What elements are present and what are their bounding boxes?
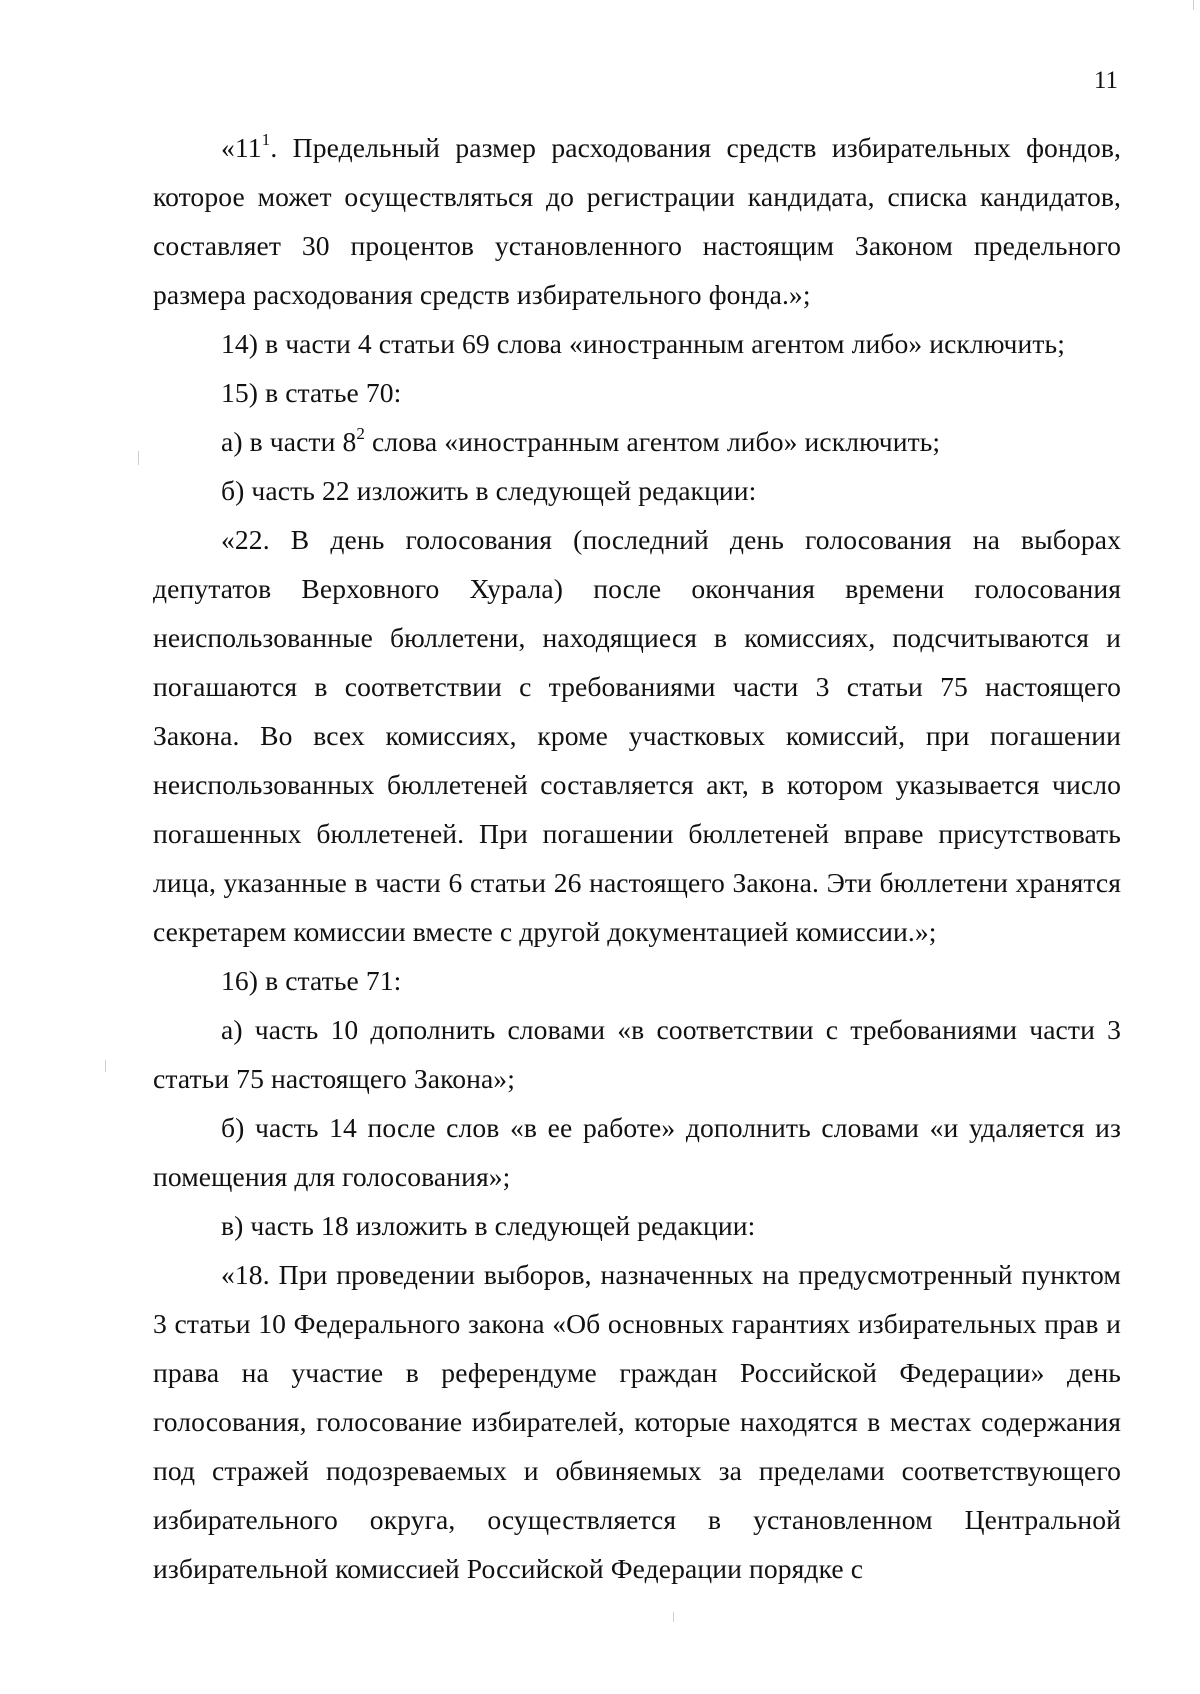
paragraph-text: «11 bbox=[221, 132, 262, 163]
paragraph-item-15-b bbox=[153, 466, 1121, 515]
paragraph-11-1 bbox=[153, 123, 1121, 319]
paragraph-item-16-v bbox=[153, 1201, 1121, 1250]
paragraph-item-16-b bbox=[153, 1103, 1121, 1201]
paragraph-item-15 bbox=[153, 368, 1121, 417]
superscript: 2 bbox=[356, 424, 366, 444]
paragraph-item-16 bbox=[153, 956, 1121, 1005]
paragraph-text: б) часть 22 изложить в следующей редакции: bbox=[221, 475, 757, 506]
scan-artifact bbox=[1193, 0, 1194, 10]
paragraph-text-continued: . Предельный размер расходования средств избирательных фондов, которое может осуществляться до регистрации кандидата, списка кандидатов, составляет 30 процентов установленного настоящим Законом предельного размера расходования средств избирательного фонда.»; bbox=[153, 132, 1121, 310]
paragraph-item-14 bbox=[153, 319, 1121, 368]
page-number: 11 bbox=[1093, 67, 1118, 94]
scan-artifact bbox=[138, 451, 139, 465]
paragraph-text: «18. При проведении выборов, назначенных на предусмотренный пунктом 3 статьи 10 Федерального закона «Об основных гарантиях избирательных прав и права на участие в референдуме граждан Российской Федерации» день голосования, голосование избирателей, которые находятся в местах содержания под стражей подозреваемых и обвиняемых за пределами соответствующего избирательного округа, осуществляется в установленном Центральной избирательной комиссией Российской Федерации порядке с bbox=[153, 1259, 1121, 1584]
paragraph-text: 16) в статье 71: bbox=[221, 965, 402, 996]
paragraph-text: «22. В день голосования (последний день голосования на выборах депутатов Верховного Хурала) после окончания времени голосования неиспользованные бюллетени, находящиеся в комиссиях, подсчитываются и погашаются в соответствии с требованиями части 3 статьи 75 настоящего Закона. Во всех комиссиях, кроме участковых комиссий, при погашении неиспользованных бюллетеней составляется акт, в котором указывается число погашенных бюллетеней. При погашении бюллетеней вправе присутствовать лица, указанные в части 6 статьи 26 настоящего Закона. Эти бюллетени хранятся секретарем комиссии вместе с другой документацией комиссии.»; bbox=[153, 524, 1121, 947]
paragraph-text: 14) в части 4 статьи 69 слова «иностранным агентом либо» исключить; bbox=[221, 328, 1065, 359]
paragraph-part-18 bbox=[153, 1250, 1121, 1593]
paragraph-text: а) в части 8 bbox=[221, 426, 357, 457]
scan-artifact bbox=[105, 1060, 106, 1072]
paragraph-item-16-a bbox=[153, 1005, 1121, 1103]
paragraph-text: в) часть 18 изложить в следующей редакции: bbox=[221, 1210, 756, 1241]
paragraph-text-continued: слова «иностранным агентом либо» исключить; bbox=[365, 426, 941, 457]
paragraph-text: 15) в статье 70: bbox=[221, 377, 402, 408]
document-body bbox=[153, 123, 1121, 1593]
paragraph-part-22 bbox=[153, 515, 1121, 956]
paragraph-text: б) часть 14 после слов «в ее работе» дополнить словами «и удаляется из помещения для голосования»; bbox=[153, 1112, 1121, 1192]
paragraph-text: а) часть 10 дополнить словами «в соответствии с требованиями части 3 статьи 75 настоящего Закона»; bbox=[153, 1014, 1121, 1094]
scan-artifact bbox=[673, 1612, 674, 1622]
paragraph-item-15-a bbox=[153, 417, 1121, 466]
superscript: 1 bbox=[261, 130, 271, 150]
